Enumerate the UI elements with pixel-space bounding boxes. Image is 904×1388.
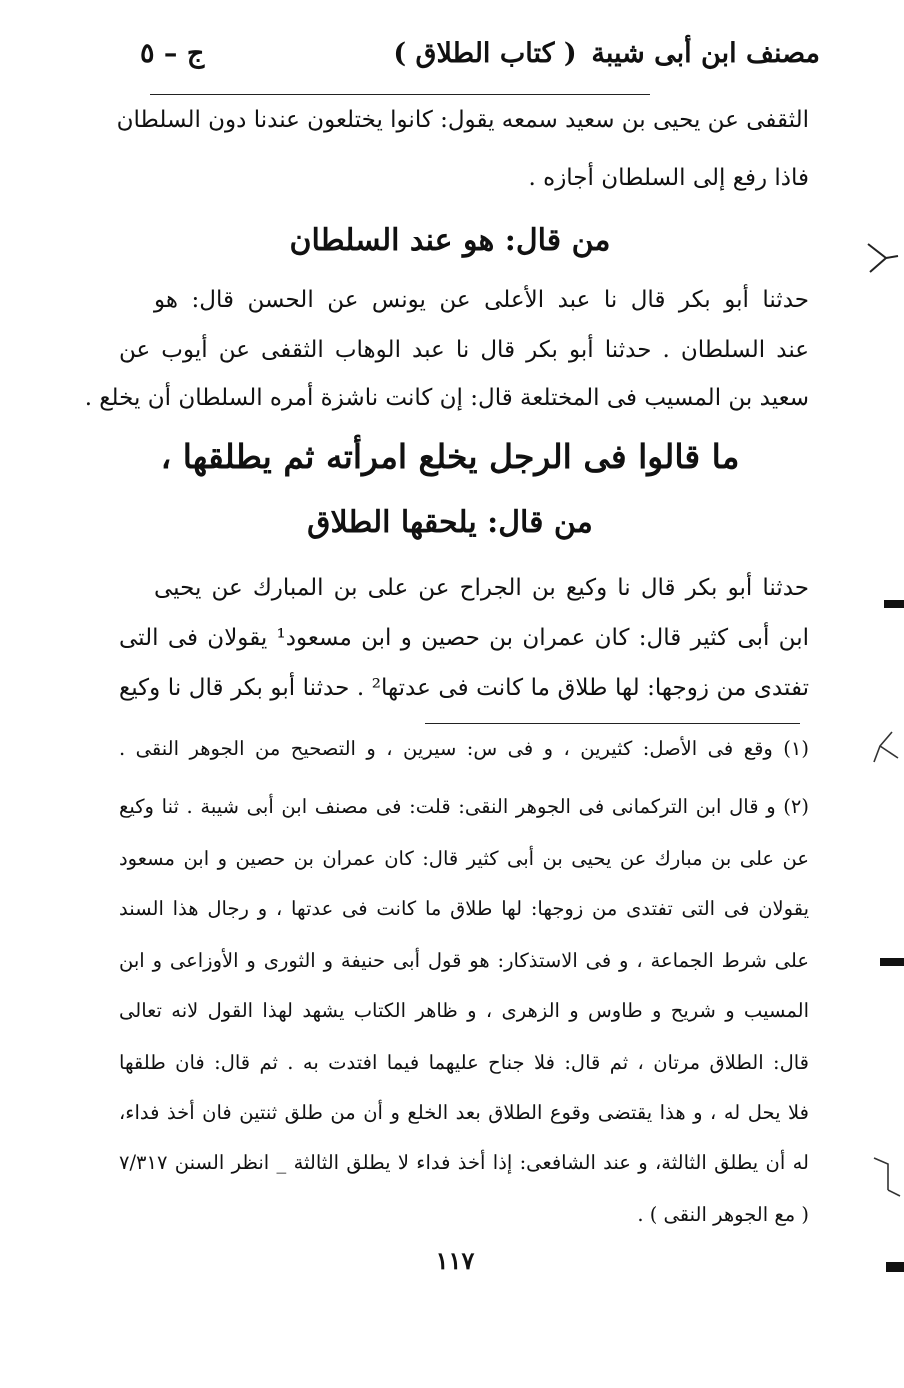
footnote-line: عن على بن مبارك عن يحيى بن أبى كثير قال: كان عمران بن حصين و ابن مسعود (119, 847, 809, 870)
footnote-line: له أن يطلق الثالثة، و عند الشافعى: إذا أخذ فداء لا يطلق الثالثة _ انظر السنن ٧/٣١٧ (119, 1151, 809, 1174)
page-number: ١١٧ (435, 1246, 475, 1275)
section-heading: من قال: هو عند السلطان (289, 223, 611, 258)
footnote-rule (425, 723, 800, 724)
scan-mark-icon (866, 728, 902, 776)
text-line: الثقفى عن يحيى بن سعيد سمعه يقول: كانوا يختلعون عندنا دون السلطان (116, 107, 809, 133)
footnote-line: يقولان فى التى تفتدى من زوجها: لها طلاق ما كانت فى عدتها ، و رجال هذا السند (119, 897, 809, 920)
scan-mark-icon (880, 958, 904, 966)
text-line: سعيد بن المسيب فى المختلعة قال: إن كانت ناشزة أمره السلطان أن يخلع . (84, 385, 809, 411)
chapter-title: ( كتاب الطلاق ) (393, 38, 577, 69)
footnote-line: على شرط الجماعة ، و فى الاستذكار: هو قول أبى حنيفة و الثورى و الأوزاعى و ابن (119, 949, 809, 972)
scan-mark-icon (884, 600, 904, 608)
header-rule (150, 94, 650, 95)
footnote-line: قال: الطلاق مرتان ، ثم قال: فلا جناح عليهما فيما افتدت به . ثم قال: فان طلقها (119, 1051, 809, 1074)
footnote-line: فلا يحل له ، و هذا يقتضى وقوع الطلاق بعد الخلع و أن من طلق ثنتين فان أخذ فداء، (119, 1101, 809, 1124)
chapter-heading: ما قالوا فى الرجل يخلع امرأته ثم يطلقها ، (160, 437, 740, 476)
volume-number: ج – ٥ (140, 38, 205, 69)
book-title: مصنف ابن أبى شيبة (591, 38, 820, 69)
footnote-line: ( مع الجوهر النقى ) . (637, 1203, 809, 1226)
text-line: تفتدى من زوجها: لها طلاق ما كانت فى عدتها² . حدثنا أبو بكر قال نا وكيع (119, 675, 809, 701)
text-line: فاذا رفع إلى السلطان أجازه . (528, 165, 809, 191)
footnote-line: (٢) و قال ابن التركمانى فى الجوهر النقى: قلت: فى مصنف ابن أبى شيبة . ثنا وكيع (119, 795, 809, 818)
section-heading: من قال: يلحقها الطلاق (307, 505, 593, 540)
scan-mark-icon (870, 1150, 904, 1200)
footnote-line: المسيب و شريح و طاوس و الزهرى ، و ظاهر الكتاب يشهد لهذا القول لانه تعالى (119, 999, 809, 1022)
text-line: حدثنا أبو بكر قال نا عبد الأعلى عن يونس عن الحسن قال: هو (154, 287, 809, 313)
running-header (130, 38, 820, 88)
scan-mark-icon (866, 236, 900, 280)
scan-mark-icon (886, 1262, 904, 1272)
text-line: حدثنا أبو بكر قال نا وكيع بن الجراح عن على بن المبارك عن يحيى (154, 575, 809, 601)
text-line: ابن أبى كثير قال: كان عمران بن حصين و ابن مسعود¹ يقولان فى التى (119, 625, 809, 651)
text-line: عند السلطان . حدثنا أبو بكر قال نا عبد الوهاب الثقفى عن أيوب عن (119, 337, 809, 363)
footnote-line: (١) وقع فى الأصل: كثيرين ، و فى س: سيرين ، و التصحيح من الجوهر النقى . (119, 737, 809, 760)
